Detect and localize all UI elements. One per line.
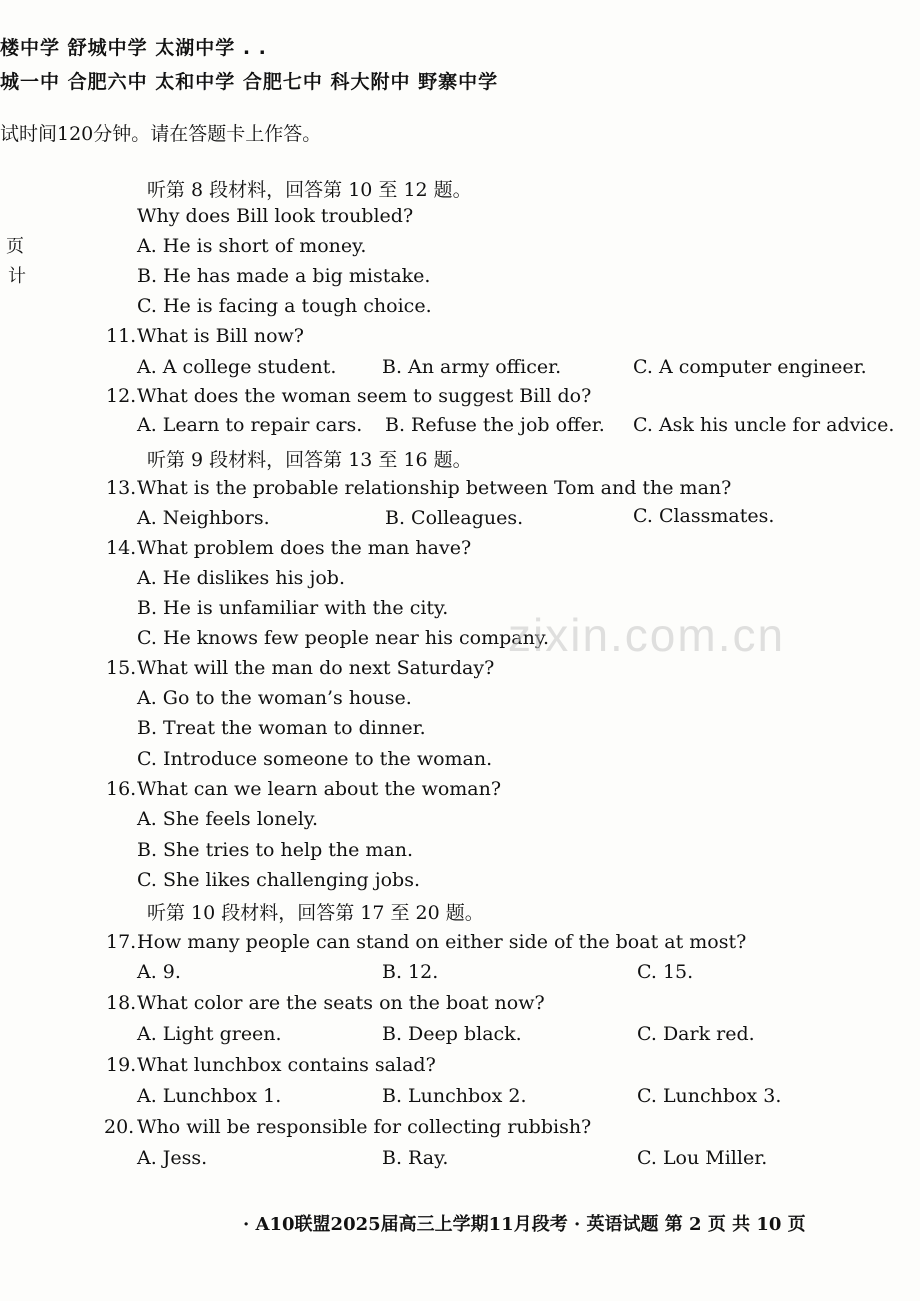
- question-18-option-a: A. Light green.: [137, 1023, 282, 1045]
- question-12-option-a: A. Learn to repair cars.: [137, 414, 363, 436]
- watermark: zixin.com.cn: [508, 609, 786, 661]
- question-13-option-a: A. Neighbors.: [137, 507, 270, 529]
- question-11-option-a: A. A college student.: [137, 356, 337, 378]
- question-19-text: What lunchbox contains salad?: [137, 1054, 436, 1076]
- question-15-number: 15.: [106, 657, 137, 679]
- question-17-number: 17.: [106, 931, 137, 953]
- question-20-text: Who will be responsible for collecting rubbish?: [137, 1116, 592, 1138]
- section-heading-8: 听第 8 段材料，回答第 10 至 12 题。: [147, 179, 472, 201]
- question-17-text: How many people can stand on either side of the boat at most?: [137, 931, 747, 953]
- margin-mark-1: 页: [6, 236, 24, 257]
- question-10-option-c: C. He is facing a tough choice.: [137, 295, 432, 317]
- page-footer: · A10联盟2025届高三上学期11月段考 · 英语试题 第 2 页 共 10 页: [243, 1214, 806, 1235]
- question-19-number: 19.: [106, 1054, 137, 1076]
- question-15-option-a: A. Go to the woman’s house.: [137, 687, 412, 709]
- question-14-option-c: C. He knows few people near his company.: [137, 627, 550, 649]
- header-schools-line-2: 城一中 合肥六中 太和中学 合肥七中 科大附中 野寨中学: [0, 71, 499, 93]
- question-14-option-a: A. He dislikes his job.: [137, 567, 345, 589]
- question-15-text: What will the man do next Saturday?: [137, 657, 495, 679]
- question-15-option-b: B. Treat the woman to dinner.: [137, 717, 426, 739]
- question-12-option-c: C. Ask his uncle for advice.: [633, 414, 895, 436]
- question-18-text: What color are the seats on the boat now?: [137, 992, 545, 1014]
- question-11-text: What is Bill now?: [137, 325, 304, 347]
- section-heading-10: 听第 10 段材料，回答第 17 至 20 题。: [147, 902, 484, 924]
- question-11-option-b: B. An army officer.: [382, 356, 562, 378]
- question-20-number: 20.: [104, 1116, 135, 1138]
- question-20-option-b: B. Ray.: [382, 1147, 449, 1169]
- question-14-text: What problem does the man have?: [137, 537, 472, 559]
- question-12-number: 12.: [106, 385, 137, 407]
- question-11-option-c: C. A computer engineer.: [633, 356, 867, 378]
- question-13-option-b: B. Colleagues.: [385, 507, 524, 529]
- question-13-option-c: C. Classmates.: [633, 505, 775, 527]
- question-16-option-a: A. She feels lonely.: [137, 808, 319, 830]
- question-10-text: Why does Bill look troubled?: [137, 205, 414, 227]
- question-18-number: 18.: [106, 992, 137, 1014]
- margin-mark-2: 计: [8, 266, 26, 287]
- question-10-option-a: A. He is short of money.: [137, 235, 367, 257]
- question-16-number: 16.: [106, 778, 137, 800]
- question-17-option-b: B. 12.: [382, 961, 439, 983]
- question-12-text: What does the woman seem to suggest Bill do?: [137, 385, 592, 407]
- header-exam-time: 试时间120分钟。请在答题卡上作答。: [0, 123, 322, 145]
- question-15-option-c: C. Introduce someone to the woman.: [137, 748, 493, 770]
- question-19-option-a: A. Lunchbox 1.: [137, 1085, 282, 1107]
- question-14-option-b: B. He is unfamiliar with the city.: [137, 597, 449, 619]
- question-17-option-a: A. 9.: [137, 961, 181, 983]
- question-18-option-b: B. Deep black.: [382, 1023, 522, 1045]
- question-11-number: 11.: [106, 325, 137, 347]
- question-12-option-b: B. Refuse the job offer.: [385, 414, 605, 436]
- question-19-option-c: C. Lunchbox 3.: [637, 1085, 782, 1107]
- question-18-option-c: C. Dark red.: [637, 1023, 755, 1045]
- question-16-option-b: B. She tries to help the man.: [137, 839, 414, 861]
- question-16-text: What can we learn about the woman?: [137, 778, 502, 800]
- section-heading-9: 听第 9 段材料，回答第 13 至 16 题。: [147, 449, 472, 471]
- header-schools-line-1: 楼中学 舒城中学 太湖中学 . .: [0, 37, 267, 59]
- question-14-number: 14.: [106, 537, 137, 559]
- question-19-option-b: B. Lunchbox 2.: [382, 1085, 527, 1107]
- question-20-option-c: C. Lou Miller.: [637, 1147, 768, 1169]
- question-13-text: What is the probable relationship between Tom and the man?: [137, 477, 732, 499]
- question-20-option-a: A. Jess.: [137, 1147, 208, 1169]
- question-16-option-c: C. She likes challenging jobs.: [137, 869, 420, 891]
- question-13-number: 13.: [106, 477, 137, 499]
- question-17-option-c: C. 15.: [637, 961, 694, 983]
- question-10-option-b: B. He has made a big mistake.: [137, 265, 431, 287]
